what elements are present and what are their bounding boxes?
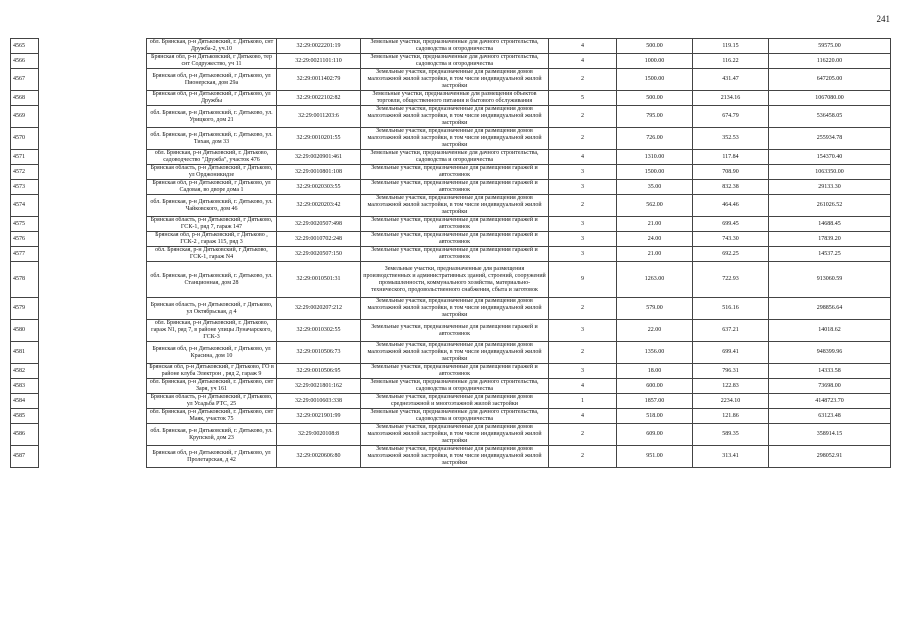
row-spacer — [39, 446, 147, 468]
row-number: 4569 — [11, 106, 39, 128]
table-row — [11, 217, 891, 232]
row-cadastral-number: 32:29:0010506:73 — [277, 342, 361, 364]
row-number: 4587 — [11, 446, 39, 468]
row-number: 4578 — [11, 262, 39, 298]
row-category: 5 — [549, 91, 617, 106]
row-land-use: Земельные участки, предназначенные для размещения гаражей и автостоянок — [361, 180, 549, 195]
row-number: 4570 — [11, 128, 39, 150]
row-area: 726.00 — [617, 128, 693, 150]
row-category: 2 — [549, 195, 617, 217]
row-land-use: Земельные участки, предназначенные для размещения домов малоэтажной жилой застройки, в том числе индивидуальной жилой застройки — [361, 298, 549, 320]
row-spacer — [39, 69, 147, 91]
row-land-use: Земельные участки, предназначенные для размещения производственных и административных зданий, строений, сооружений промышленности, коммунального хозяйства, материально-технического, продовольственного снабжения, сбыта и заготовок — [361, 262, 549, 298]
row-address: обл. Брянская, р-н Дятьковский, г. Дятьково, ул. Чайковского, дом 46 — [147, 195, 277, 217]
row-cadastral-number: 32:29:0022201:19 — [277, 39, 361, 54]
row-address: Брянская обл, р-н Дятьковский, г Дятьково, ГО в районе клуба Электрон , ряд 2, гараж 9 — [147, 364, 277, 379]
row-land-use: Земельные участки, предназначенные для дачного строительства, садоводства и огородничества — [361, 150, 549, 165]
row-cadastral-number: 32:29:0021101:110 — [277, 54, 361, 69]
row-cadastral-value: 14333.58 — [769, 364, 891, 379]
row-category: 4 — [549, 409, 617, 424]
row-area: 562.00 — [617, 195, 693, 217]
row-rate: 589.35 — [693, 424, 769, 446]
row-rate: 743.30 — [693, 232, 769, 247]
row-address: Брянская обл, р-н Дятьковский, г Дятьково, тер снт Содружество, уч 11 — [147, 54, 277, 69]
row-area: 500.00 — [617, 91, 693, 106]
row-rate: 832.38 — [693, 180, 769, 195]
row-category: 4 — [549, 150, 617, 165]
row-land-use: Земельные участки, предназначенные для дачного строительства, садоводства и огородничества — [361, 39, 549, 54]
row-number: 4576 — [11, 232, 39, 247]
row-number: 4568 — [11, 91, 39, 106]
row-land-use: Земельные участки, предназначенные для размещения домов малоэтажной жилой застройки, в том числе индивидуальной жилой застройки — [361, 69, 549, 91]
page-number: 241 — [876, 14, 890, 24]
row-area: 21.00 — [617, 247, 693, 262]
table-row — [11, 364, 891, 379]
row-number: 4565 — [11, 39, 39, 54]
row-land-use: Земельные участки, предназначенные для дачного строительства, садоводства и огородничества — [361, 409, 549, 424]
row-rate: 2134.16 — [693, 91, 769, 106]
row-cadastral-number: 32:29:0020207:212 — [277, 298, 361, 320]
row-address: Брянская обл, р-н Дятьковский, г Дятьково, ул Дружбы — [147, 91, 277, 106]
table-row — [11, 69, 891, 91]
row-number: 4580 — [11, 320, 39, 342]
table-row — [11, 128, 891, 150]
row-area: 518.00 — [617, 409, 693, 424]
row-category: 3 — [549, 165, 617, 180]
row-rate: 122.83 — [693, 379, 769, 394]
row-number: 4584 — [11, 394, 39, 409]
row-cadastral-value: 255934.78 — [769, 128, 891, 150]
row-cadastral-value: 14018.62 — [769, 320, 891, 342]
row-cadastral-value: 358914.15 — [769, 424, 891, 446]
row-area: 1310.00 — [617, 150, 693, 165]
row-cadastral-value: 17839.20 — [769, 232, 891, 247]
row-cadastral-number: 32:29:0021801:162 — [277, 379, 361, 394]
row-cadastral-value: 298052.91 — [769, 446, 891, 468]
row-cadastral-number: 32:29:0010801:108 — [277, 165, 361, 180]
row-category: 4 — [549, 54, 617, 69]
row-category: 3 — [549, 320, 617, 342]
row-cadastral-number: 32:29:0010302:55 — [277, 320, 361, 342]
row-spacer — [39, 342, 147, 364]
row-spacer — [39, 364, 147, 379]
row-number: 4583 — [11, 379, 39, 394]
row-spacer — [39, 424, 147, 446]
row-spacer — [39, 217, 147, 232]
row-cadastral-number: 32:29:0020303:55 — [277, 180, 361, 195]
row-rate: 699.41 — [693, 342, 769, 364]
row-address: Брянская обл, р-н Дятьковский, г Дятьково, ул Красина, дом 10 — [147, 342, 277, 364]
table-row — [11, 394, 891, 409]
row-category: 4 — [549, 379, 617, 394]
row-rate: 2234.10 — [693, 394, 769, 409]
row-cadastral-value: 1063350.00 — [769, 165, 891, 180]
row-category: 2 — [549, 128, 617, 150]
row-land-use: Земельные участки, предназначенные для размещения домов малоэтажной жилой застройки, в том числе индивидуальной жилой застройки — [361, 424, 549, 446]
row-area: 1857.00 — [617, 394, 693, 409]
row-cadastral-number: 32:29:0010506:95 — [277, 364, 361, 379]
row-category: 3 — [549, 180, 617, 195]
row-cadastral-value: 647205.00 — [769, 69, 891, 91]
row-cadastral-value: 59575.00 — [769, 39, 891, 54]
row-land-use: Земельные участки, предназначенные для размещения домов малоэтажной жилой застройки, в том числе индивидуальной жилой застройки — [361, 342, 549, 364]
row-cadastral-value: 154370.40 — [769, 150, 891, 165]
row-land-use: Земельные участки, предназначенные для размещения домов малоэтажной жилой застройки, в том числе индивидуальной жилой застройки — [361, 446, 549, 468]
row-rate: 313.41 — [693, 446, 769, 468]
row-spacer — [39, 180, 147, 195]
table-row — [11, 165, 891, 180]
row-land-use: Земельные участки, предназначенные для размещения домов среднеэтажной и многоэтажной жилой застройки — [361, 394, 549, 409]
row-category: 2 — [549, 342, 617, 364]
row-category: 2 — [549, 69, 617, 91]
row-area: 1500.00 — [617, 69, 693, 91]
table-row — [11, 91, 891, 106]
row-rate: 516.16 — [693, 298, 769, 320]
row-number: 4571 — [11, 150, 39, 165]
row-address: обл. Брянская, р-н Дятьковский, г. Дятьково, снт Маяк, участок 75 — [147, 409, 277, 424]
row-address: Брянская область, р-н Дятьковский, г Дятьково, ул Октябрьская, д 4 — [147, 298, 277, 320]
table-row — [11, 342, 891, 364]
row-land-use: Земельные участки, предназначенные для размещения гаражей и автостоянок — [361, 217, 549, 232]
row-address: Брянская обл, р-н Дятьковский, г Дятьково, ул Садовая, во дворе дома 1 — [147, 180, 277, 195]
row-address: обл. Брянская, р-н Дятьковский, г. Дятьково, ул. Крупской, дом 23 — [147, 424, 277, 446]
row-number: 4577 — [11, 247, 39, 262]
row-spacer — [39, 150, 147, 165]
row-spacer — [39, 91, 147, 106]
row-rate: 699.45 — [693, 217, 769, 232]
row-cadastral-value: 298856.64 — [769, 298, 891, 320]
row-number: 4582 — [11, 364, 39, 379]
row-area: 1356.00 — [617, 342, 693, 364]
row-land-use: Земельные участки, предназначенные для размещения гаражей и автостоянок — [361, 364, 549, 379]
table-row — [11, 298, 891, 320]
table-row — [11, 39, 891, 54]
row-category: 2 — [549, 424, 617, 446]
row-area: 609.00 — [617, 424, 693, 446]
row-land-use: Земельные участки, предназначенные для размещения объектов торговли, общественного питания и бытового обслуживания — [361, 91, 549, 106]
row-cadastral-value: 261026.52 — [769, 195, 891, 217]
row-rate: 796.31 — [693, 364, 769, 379]
row-land-use: Земельные участки, предназначенные для размещения домов малоэтажной жилой застройки, в том числе индивидуальной жилой застройки — [361, 195, 549, 217]
row-spacer — [39, 106, 147, 128]
row-cadastral-number: 32:29:0021901:99 — [277, 409, 361, 424]
row-rate: 674.79 — [693, 106, 769, 128]
row-area: 35.00 — [617, 180, 693, 195]
row-spacer — [39, 320, 147, 342]
row-address: Брянская обл, р-н Дятьковский, г Дятьково , ГСК-2 , гараж 115, ряд 3 — [147, 232, 277, 247]
row-cadastral-value: 913060.59 — [769, 262, 891, 298]
table-row — [11, 106, 891, 128]
row-cadastral-number: 32:29:0010201:55 — [277, 128, 361, 150]
row-area: 21.00 — [617, 217, 693, 232]
row-cadastral-number: 32:29:0011402:79 — [277, 69, 361, 91]
row-number: 4574 — [11, 195, 39, 217]
row-area: 18.00 — [617, 364, 693, 379]
row-cadastral-value: 29133.30 — [769, 180, 891, 195]
row-category: 3 — [549, 217, 617, 232]
row-spacer — [39, 54, 147, 69]
row-spacer — [39, 409, 147, 424]
row-rate: 116.22 — [693, 54, 769, 69]
row-address: обл. Брянская, р-н Дятьковский, г. Дятьково, гараж N1, ряд 7, в районе улицы Луначарского, ГСК-3 — [147, 320, 277, 342]
row-spacer — [39, 232, 147, 247]
row-category: 1 — [549, 394, 617, 409]
row-cadastral-value: 4148723.70 — [769, 394, 891, 409]
table-row — [11, 247, 891, 262]
row-address: Брянская область, р-н Дятьковский, г Дятьково, ул Усадьба РТС, 25 — [147, 394, 277, 409]
row-rate: 431.47 — [693, 69, 769, 91]
row-area: 22.00 — [617, 320, 693, 342]
row-rate: 117.84 — [693, 150, 769, 165]
table-row — [11, 446, 891, 468]
row-cadastral-number: 32:29:0010603:338 — [277, 394, 361, 409]
row-cadastral-value: 14537.25 — [769, 247, 891, 262]
row-category: 2 — [549, 298, 617, 320]
row-number: 4566 — [11, 54, 39, 69]
row-cadastral-value: 63123.48 — [769, 409, 891, 424]
row-address: обл. Брянская, р-н Дятьковский, г. Дятьково, садоводчество "Дружба", участок 476 — [147, 150, 277, 165]
row-cadastral-number: 32:29:0020203:42 — [277, 195, 361, 217]
row-number: 4581 — [11, 342, 39, 364]
row-spacer — [39, 298, 147, 320]
row-rate: 121.86 — [693, 409, 769, 424]
row-number: 4567 — [11, 69, 39, 91]
row-land-use: Земельные участки, предназначенные для размещения гаражей и автостоянок — [361, 165, 549, 180]
row-number: 4579 — [11, 298, 39, 320]
row-category: 4 — [549, 39, 617, 54]
row-number: 4586 — [11, 424, 39, 446]
row-area: 1000.00 — [617, 54, 693, 69]
row-address: Брянская область, р-н Дятьковский, г Дятьково, ГСК-1, ряд 7, гараж 147 — [147, 217, 277, 232]
row-cadastral-value: 73698.00 — [769, 379, 891, 394]
row-category: 2 — [549, 446, 617, 468]
table-row — [11, 150, 891, 165]
table-row — [11, 379, 891, 394]
row-rate: 692.25 — [693, 247, 769, 262]
row-cadastral-number: 32:29:0020108:8 — [277, 424, 361, 446]
row-land-use: Земельные участки, предназначенные для размещения гаражей и автостоянок — [361, 247, 549, 262]
row-cadastral-value: 14688.45 — [769, 217, 891, 232]
row-area: 579.00 — [617, 298, 693, 320]
row-rate: 637.21 — [693, 320, 769, 342]
row-land-use: Земельные участки, предназначенные для дачного строительства, садоводства и огородничества — [361, 54, 549, 69]
row-spacer — [39, 39, 147, 54]
table-row — [11, 262, 891, 298]
table-row — [11, 424, 891, 446]
row-address: обл. Брянская, р-н Дятьковский, г. Дятьково, ул. Урицкого, дом 21 — [147, 106, 277, 128]
table-row — [11, 54, 891, 69]
row-number: 4585 — [11, 409, 39, 424]
row-number: 4575 — [11, 217, 39, 232]
row-land-use: Земельные участки, предназначенные для размещения домов малоэтажной жилой застройки, в том числе индивидуальной жилой застройки — [361, 128, 549, 150]
row-cadastral-number: 32:29:0020507:498 — [277, 217, 361, 232]
row-address: обл. Брянская, р-н Дятьковский, г. Дятьково, снт Дружба-2, уч.10 — [147, 39, 277, 54]
table-row — [11, 409, 891, 424]
row-rate: 722.93 — [693, 262, 769, 298]
row-spacer — [39, 394, 147, 409]
table-row — [11, 180, 891, 195]
registry-table — [10, 38, 891, 468]
row-area: 1500.00 — [617, 165, 693, 180]
row-spacer — [39, 128, 147, 150]
row-category: 2 — [549, 106, 617, 128]
row-rate: 464.46 — [693, 195, 769, 217]
row-address: Брянская обл, р-н Дятьковский, г Дятьково, ул Пролетарская, д 42 — [147, 446, 277, 468]
row-area: 600.00 — [617, 379, 693, 394]
row-rate: 708.90 — [693, 165, 769, 180]
row-cadastral-value: 536458.05 — [769, 106, 891, 128]
row-cadastral-value: 116220.00 — [769, 54, 891, 69]
row-spacer — [39, 379, 147, 394]
row-address: обл. Брянская, р-н Дятьковский, г. Дятьково, снт Заря, уч 161 — [147, 379, 277, 394]
row-cadastral-value: 948399.96 — [769, 342, 891, 364]
row-address: Брянская область, р-н Дятьковский, г Дятьково, ул Орджоникидзе — [147, 165, 277, 180]
row-spacer — [39, 195, 147, 217]
row-rate: 119.15 — [693, 39, 769, 54]
row-cadastral-number: 32:29:0022102:82 — [277, 91, 361, 106]
table-body — [11, 39, 891, 468]
table-row — [11, 320, 891, 342]
row-cadastral-number: 32:29:0011203:6 — [277, 106, 361, 128]
row-spacer — [39, 262, 147, 298]
row-address: Брянская обл, р-н Дятьковский, г Дятьково, ул Пионерская, дом 29а — [147, 69, 277, 91]
table-row — [11, 232, 891, 247]
row-cadastral-number: 32:29:0010702:248 — [277, 232, 361, 247]
row-address: обл. Брянская, р-н Дятьковский, г. Дятьково, ул. Тихая, дом 33 — [147, 128, 277, 150]
row-address: обл. Брянская, р-н Дятьковский, г. Дятьково, ул. Станционная, дом 28 — [147, 262, 277, 298]
row-number: 4572 — [11, 165, 39, 180]
row-cadastral-value: 1067080.00 — [769, 91, 891, 106]
row-spacer — [39, 165, 147, 180]
row-land-use: Земельные участки, предназначенные для дачного строительства, садоводства и огородничества — [361, 379, 549, 394]
row-spacer — [39, 247, 147, 262]
row-area: 795.00 — [617, 106, 693, 128]
row-cadastral-number: 32:29:0020901:461 — [277, 150, 361, 165]
table-row — [11, 195, 891, 217]
row-number: 4573 — [11, 180, 39, 195]
row-land-use: Земельные участки, предназначенные для размещения гаражей и автостоянок — [361, 232, 549, 247]
row-category: 3 — [549, 364, 617, 379]
row-cadastral-number: 32:29:0020606:80 — [277, 446, 361, 468]
row-land-use: Земельные участки, предназначенные для размещения домов малоэтажной жилой застройки, в том числе индивидуальной жилой застройки — [361, 106, 549, 128]
row-area: 500.00 — [617, 39, 693, 54]
row-land-use: Земельные участки, предназначенные для размещения гаражей и автостоянок — [361, 320, 549, 342]
row-category: 9 — [549, 262, 617, 298]
row-cadastral-number: 32:29:0020507:150 — [277, 247, 361, 262]
row-category: 3 — [549, 232, 617, 247]
row-area: 24.00 — [617, 232, 693, 247]
row-area: 1263.00 — [617, 262, 693, 298]
row-rate: 352.53 — [693, 128, 769, 150]
row-cadastral-number: 32:29:0010501:31 — [277, 262, 361, 298]
row-category: 3 — [549, 247, 617, 262]
row-area: 951.00 — [617, 446, 693, 468]
row-address: обл. Брянская, р-н Дятьковский, г Дятьково, ГСК-1, гараж N4 — [147, 247, 277, 262]
